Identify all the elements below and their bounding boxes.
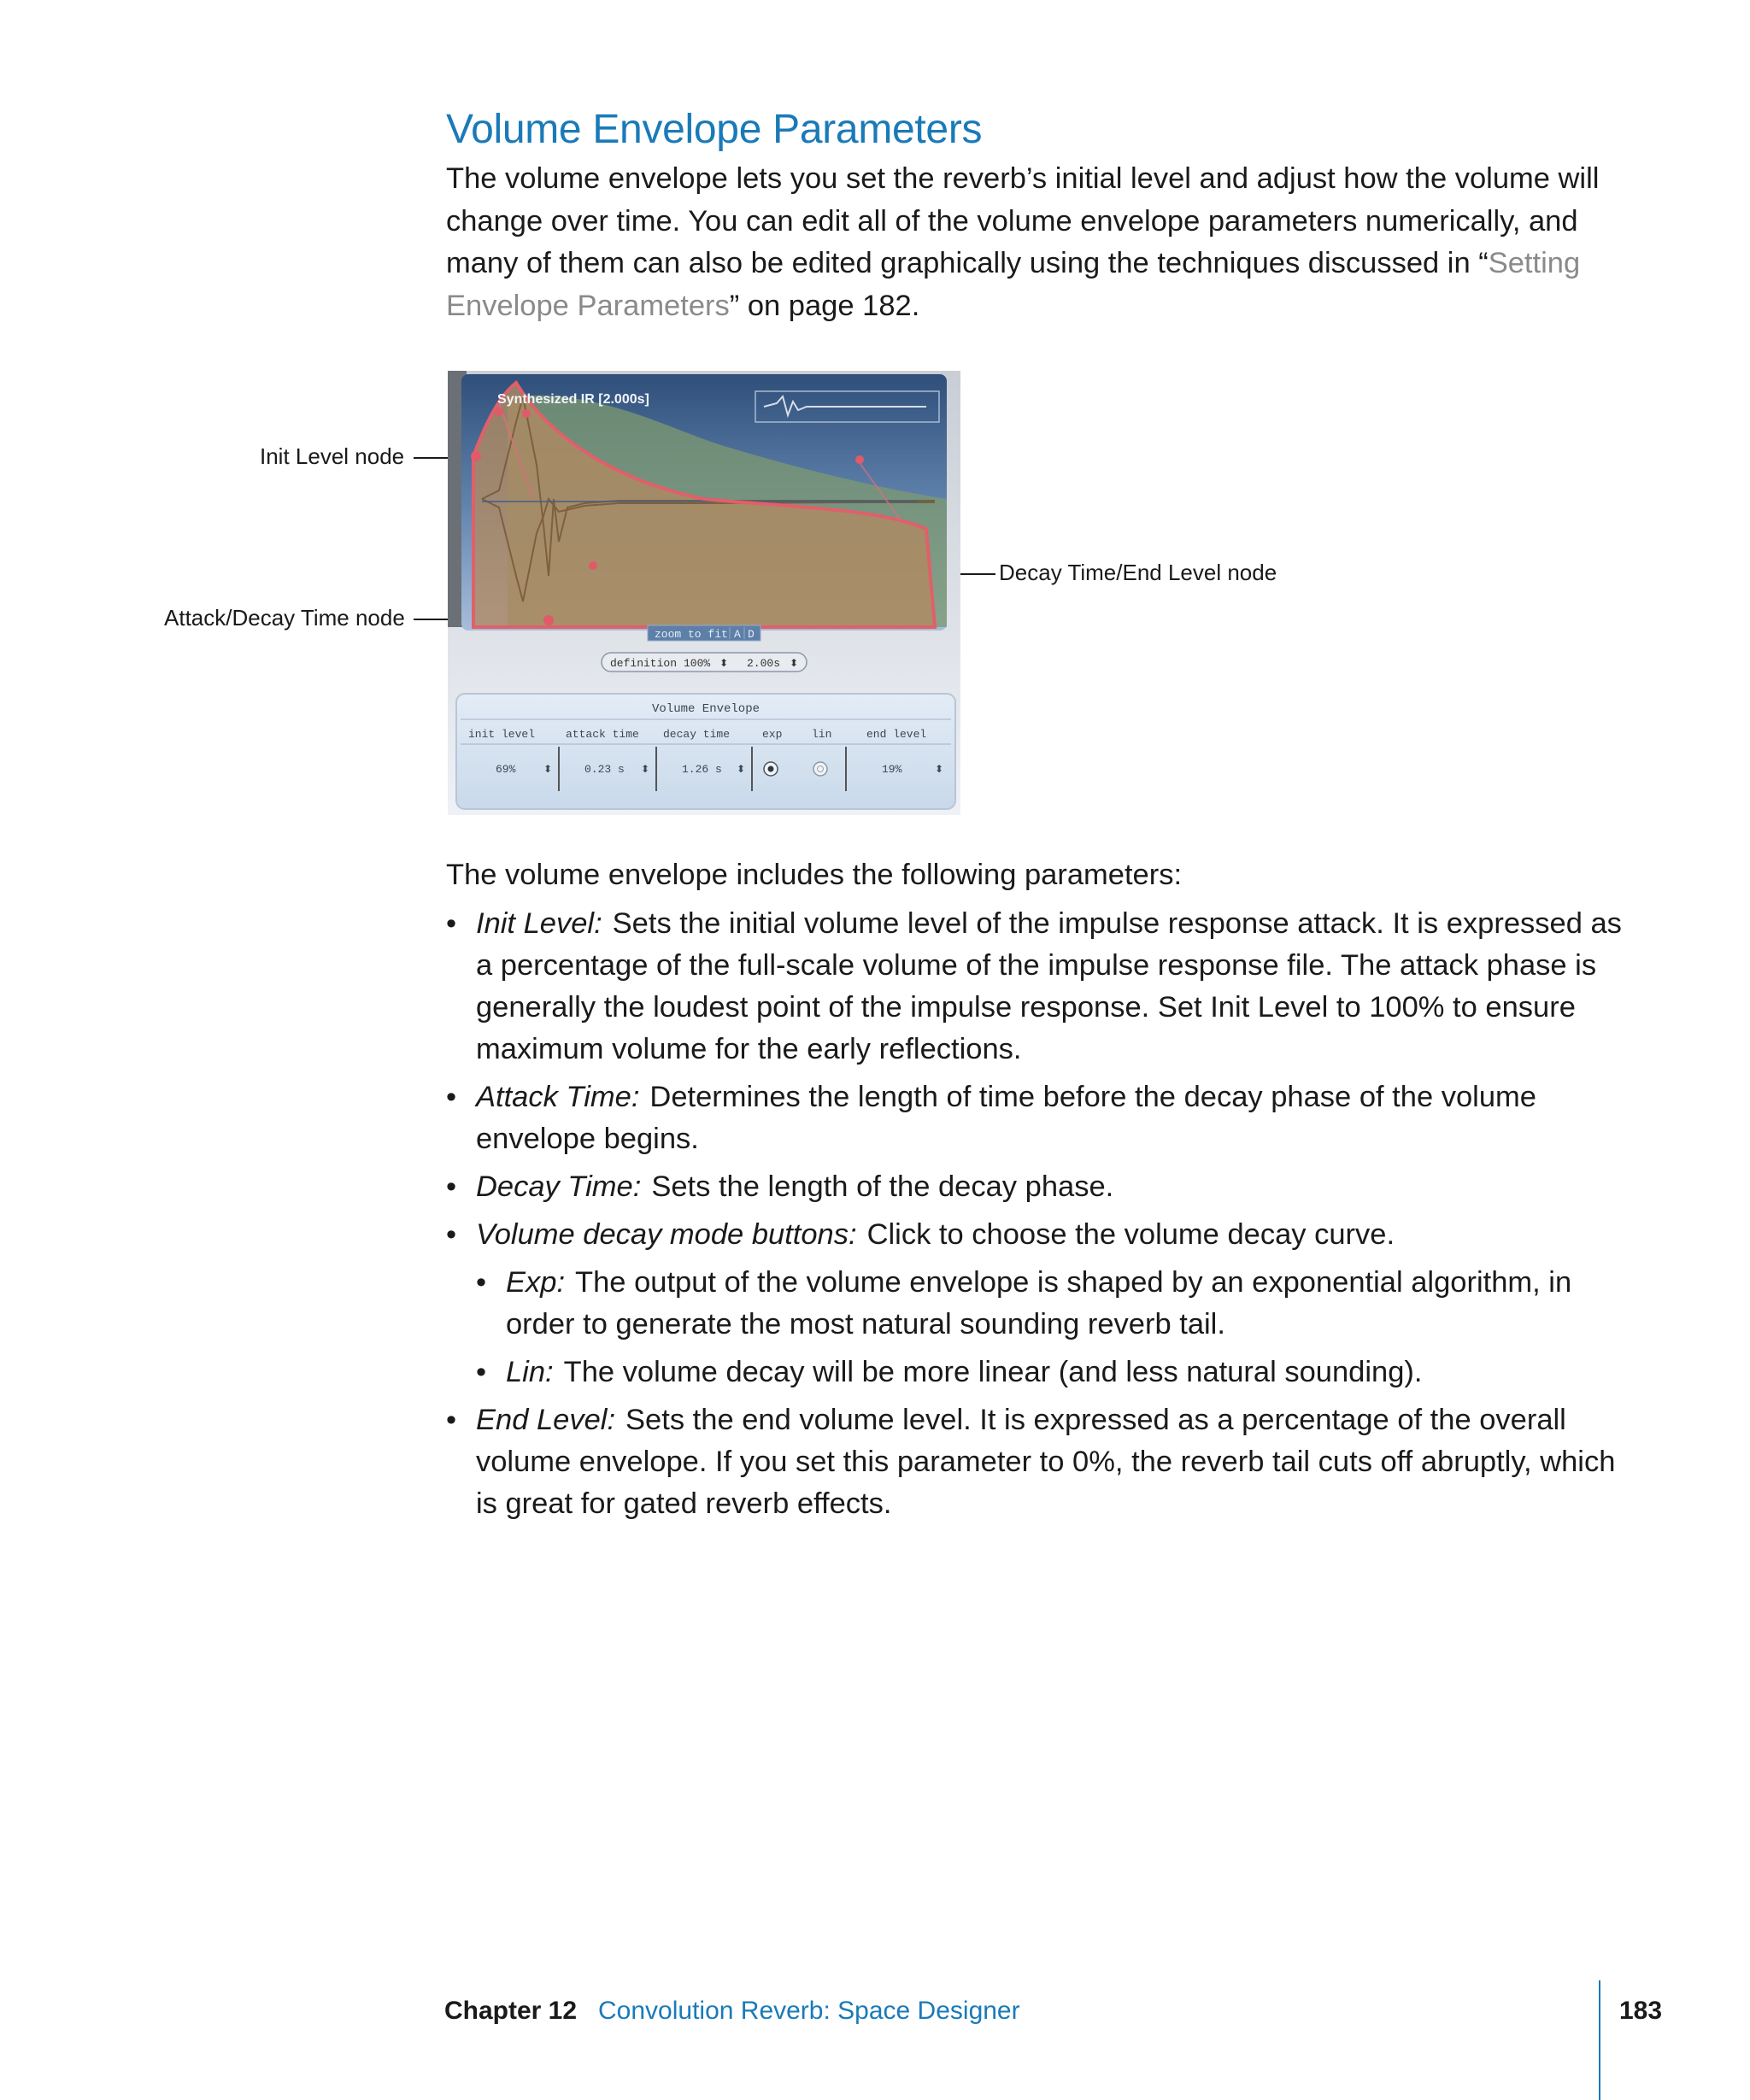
bullet: • <box>476 1266 487 1299</box>
bullet: • <box>446 1218 457 1251</box>
param-description: Sets the length of the decay phase. <box>651 1170 1114 1203</box>
curve-node[interactable] <box>589 561 597 570</box>
footer-divider <box>1599 1980 1600 2100</box>
bullet: • <box>446 1404 457 1436</box>
param-term: Attack Time: <box>476 1081 640 1113</box>
param-term: Exp: <box>506 1266 566 1299</box>
page-number: 183 <box>1619 1997 1663 2025</box>
decay-node[interactable] <box>522 409 531 418</box>
footer-chapter: Chapter 12 <box>444 1997 578 2025</box>
col-decay-time: decay time <box>663 728 731 741</box>
attack-time-stepper-icon[interactable]: ⬍ <box>641 763 650 775</box>
panel-title: Volume Envelope <box>651 702 760 716</box>
param-term: Volume decay mode buttons: <box>476 1218 857 1251</box>
col-lin: lin <box>812 728 832 741</box>
list-item <box>446 903 1642 1071</box>
bullet: • <box>446 907 457 940</box>
cross-reference-link[interactable]: Setting Envelope Parameters <box>446 247 1581 322</box>
col-exp: exp <box>762 728 783 741</box>
param-description: Sets the end volume level. It is expressed as a percentage of the overall volume envelope. If you set this parameter to 0%, the reverb tail cuts off abruptly, which is great for gated reverb effects. <box>476 1404 1616 1520</box>
zoom-d-button[interactable]: D <box>748 628 755 641</box>
callout-attack-decay: Attack/Decay Time node <box>164 605 405 631</box>
init-level-value[interactable]: 69% <box>496 763 516 776</box>
col-attack-time: attack time <box>566 728 639 741</box>
param-description: Click to choose the volume decay curve. <box>866 1218 1395 1251</box>
definition-value[interactable]: 100% <box>684 657 711 670</box>
attack-time-value[interactable]: 0.23 s <box>584 763 625 776</box>
param-term: Decay Time: <box>476 1170 642 1203</box>
param-term: Lin: <box>506 1356 554 1388</box>
init-level-node[interactable] <box>471 451 481 461</box>
definition-stepper-icon[interactable]: ⬍ <box>719 657 729 669</box>
list-item <box>476 1262 1642 1346</box>
sub-list <box>476 1262 1642 1393</box>
bullet: • <box>446 1081 457 1113</box>
bullet: • <box>476 1356 487 1388</box>
param-description: Sets the initial volume level of the impulse response attack. It is expressed as a percentage of the full-scale volume of the impulse response file. The attack phase is generally the loudest point of the impulse response. Set Init Level to 100% to ensure maximum volume for the early reflections. <box>476 907 1622 1065</box>
bullet: • <box>446 1170 457 1203</box>
intro-text-before: The volume envelope lets you set the reverb’s initial level and adjust how the volume will change over time. You can edit all of the volume envelope parameters numerically, and many of them can also be edited graphically using the techniques discussed in “ <box>446 162 1600 279</box>
list-item <box>446 1076 1642 1160</box>
col-end-level: end level <box>866 728 927 741</box>
callout-init-level: Init Level node <box>260 443 405 469</box>
decay-time-value[interactable]: 1.26 s <box>682 763 722 776</box>
intro-text-after: ” on page 182. <box>729 289 920 322</box>
list-item <box>446 1214 1642 1393</box>
param-description: The volume decay will be more linear (and less natural sounding). <box>563 1356 1423 1388</box>
intro-paragraph <box>446 158 1608 327</box>
section-title: Volume Envelope Parameters <box>446 107 983 152</box>
footer-chapter-title: Convolution Reverb: Space Designer <box>598 1997 1020 2025</box>
ir-title: Synthesized IR [2.000s] <box>497 392 649 407</box>
list-item <box>446 1399 1642 1525</box>
end-level-value[interactable]: 19% <box>882 763 902 776</box>
length-value[interactable]: 2.00s <box>747 657 781 670</box>
zoom-a-button[interactable]: A <box>734 628 741 641</box>
callout-decay-end: Decay Time/End Level node <box>999 560 1277 585</box>
attack-peak-node[interactable] <box>495 408 503 416</box>
init-level-stepper-icon[interactable]: ⬍ <box>543 763 553 775</box>
list-item <box>446 1166 1642 1208</box>
attack-decay-node[interactable] <box>543 615 554 625</box>
list-item <box>476 1352 1642 1393</box>
param-description: Determines the length of time before the decay phase of the volume envelope begins. <box>476 1081 1536 1155</box>
envelope-screenshot <box>448 371 960 815</box>
end-curve-node[interactable] <box>855 455 864 464</box>
zoom-to-fit-label: zoom to fit <box>655 628 728 641</box>
param-term: End Level: <box>476 1404 616 1436</box>
length-stepper-icon[interactable]: ⬍ <box>790 657 799 669</box>
definition-label: definition <box>610 657 678 670</box>
col-init-level: init level <box>468 728 536 741</box>
params-intro: The volume envelope includes the following parameters: <box>446 859 1183 891</box>
decay-time-stepper-icon[interactable]: ⬍ <box>737 763 746 775</box>
param-description: The output of the volume envelope is shaped by an exponential algorithm, in order to generate the most natural sounding reverb tail. <box>506 1266 1572 1340</box>
parameter-list <box>446 903 1642 1531</box>
param-term: Init Level: <box>476 907 602 940</box>
end-level-stepper-icon[interactable]: ⬍ <box>935 763 944 775</box>
lin-radio[interactable] <box>813 762 827 776</box>
